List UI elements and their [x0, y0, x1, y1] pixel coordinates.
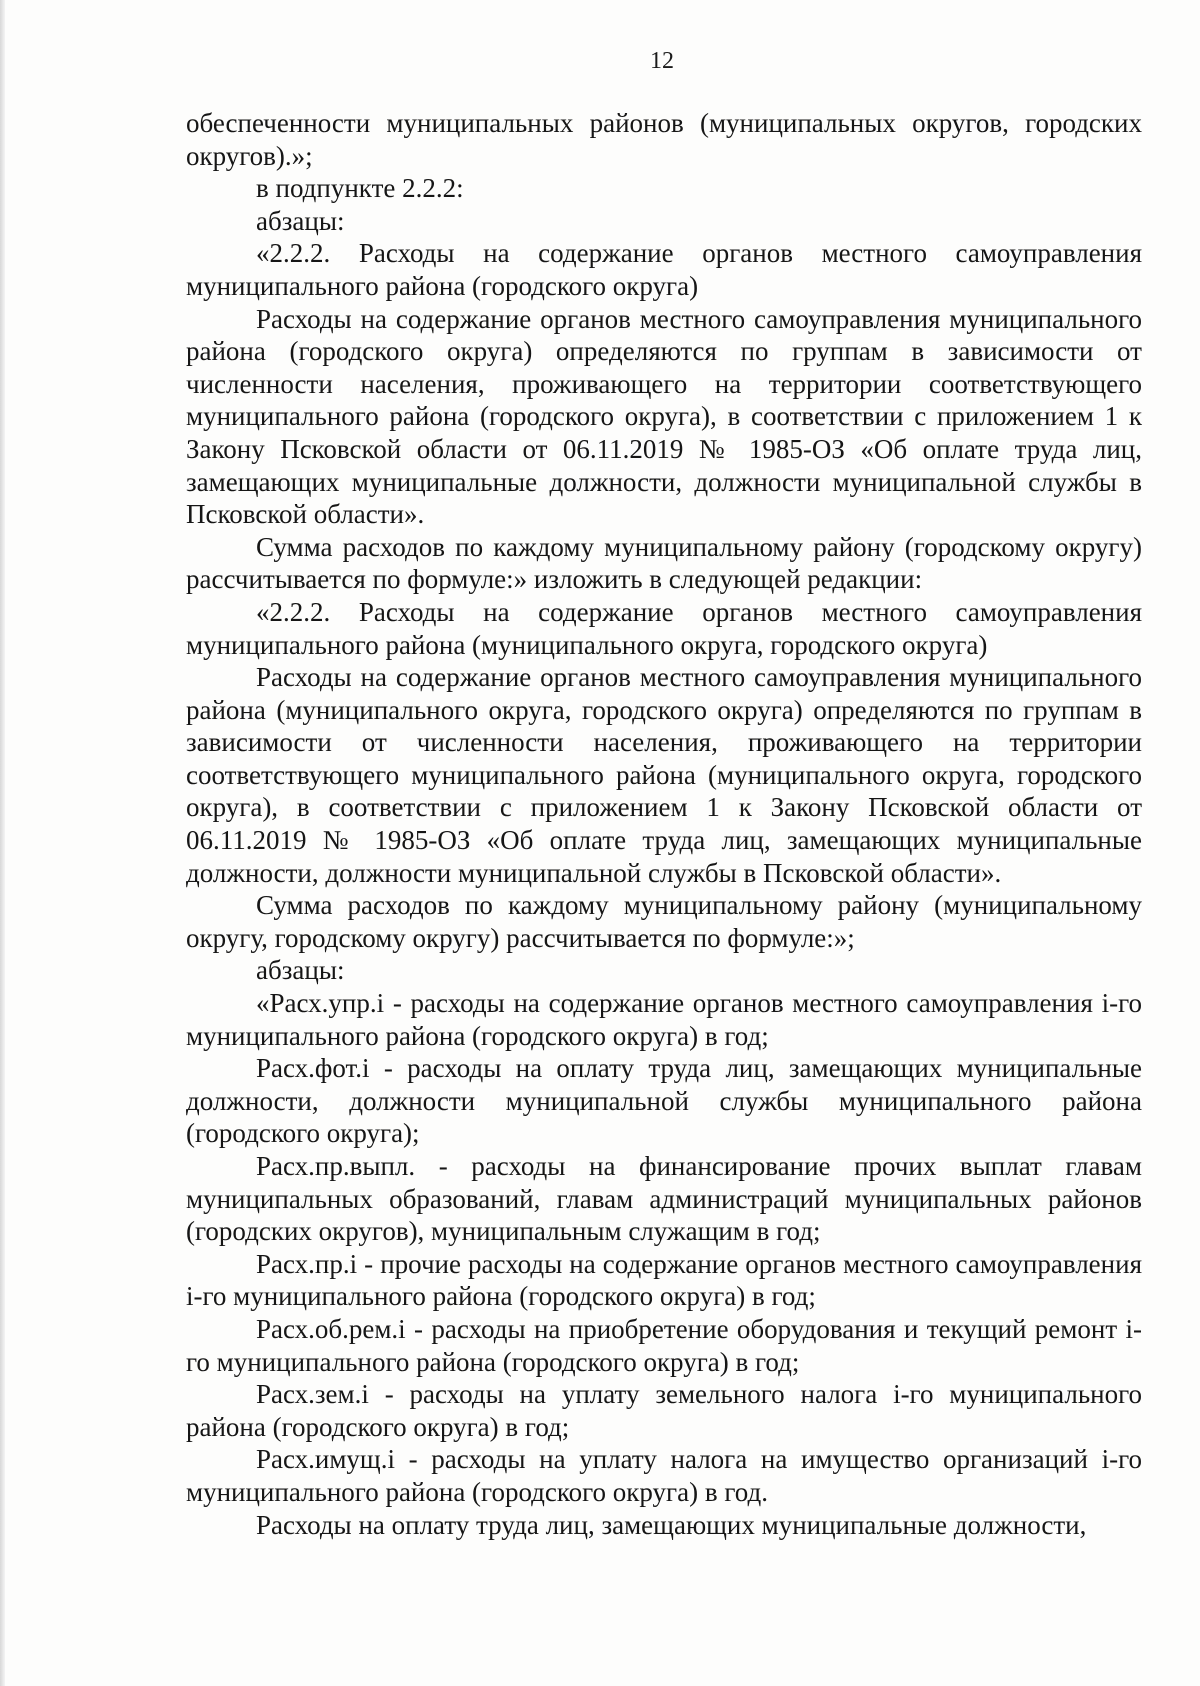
- paragraph: «Расх.упр.i - расходы на содержание органов местного самоуправления i-го муниципального района (городского округа) в год;: [186, 988, 1142, 1051]
- paragraph: абзацы:: [256, 205, 345, 236]
- paragraph: Сумма расходов по каждому муниципальному району (городскому округу) рассчитывается по формуле:» изложить в следующей редакции:: [186, 531, 1142, 595]
- paragraph: Расходы на оплату труда лиц, замещающих муниципальные должности,: [256, 1509, 1087, 1540]
- paragraph: в подпункте 2.2.2:: [256, 173, 464, 204]
- paragraph: Расх.фот.i - расходы на оплату труда лиц, замещающих муниципальные должности, должности муниципальной службы муниципального района (городского округа);: [186, 1053, 1142, 1149]
- paragraph: абзацы:: [256, 955, 345, 986]
- paragraph: «2.2.2. Расходы на содержание органов местного самоуправления муниципального района (муниципального округа, городского округа): [186, 596, 1142, 660]
- page-number: 12: [650, 48, 674, 74]
- paragraph: Расх.имущ.i - расходы на уплату налога на имущество организаций i-го муниципального района (городского округа) в год.: [186, 1444, 1142, 1507]
- paragraph: Расх.пр.выпл. - расходы на финансирование прочих выплат главам муниципальных образований, главам администраций муниципальных районов (городских округов), муниципальным служащим в год;: [186, 1151, 1142, 1247]
- paragraph: Сумма расходов по каждому муниципальному району (муниципальному округу, городскому округу) рассчитывается по формуле:»;: [186, 890, 1142, 953]
- paragraph: Расх.зем.i - расходы на уплату земельного налога i-го муниципального района (городского округа) в год;: [186, 1379, 1142, 1442]
- paragraph: обеспеченности муниципальных районов (муниципальных округов, городских округов).»;: [186, 108, 1142, 171]
- paragraph: Расходы на содержание органов местного самоуправления муниципального района (городского округа) определяются по группам в зависимости от численности населения, проживающего на территории соответствующего муниципального района (городского округа), в соответствии с приложением 1 к Закону Псковской области от 06.11.2019 № 1985-ОЗ «Об оплате труда лиц, замещающих муниципальные должности, должности муниципальной службы в Псковской области».: [186, 303, 1142, 530]
- paragraph: Расх.пр.i - прочие расходы на содержание органов местного самоуправления i-го муниципального района (городского округа) в год;: [186, 1248, 1142, 1312]
- paragraph: Расх.об.рем.i - расходы на приобретение оборудования и текущий ремонт i-го муниципального района (городского округа) в год;: [186, 1313, 1142, 1377]
- paragraph: «2.2.2. Расходы на содержание органов местного самоуправления муниципального района (городского округа): [186, 238, 1142, 301]
- scan-edge: [0, 0, 5, 1686]
- document-body: [186, 107, 1142, 1541]
- paragraph: Расходы на содержание органов местного самоуправления муниципального района (муниципального округа, городского округа) определяются по группам в зависимости от численности населения, проживающего на территории соответствующего муниципального района (муниципального округа, городского округа), в соответствии с приложением 1 к Закону Псковской области от 06.11.2019 № 1985-ОЗ «Об оплате труда лиц, замещающих муниципальные должности, должности муниципальной службы в Псковской области».: [186, 662, 1142, 888]
